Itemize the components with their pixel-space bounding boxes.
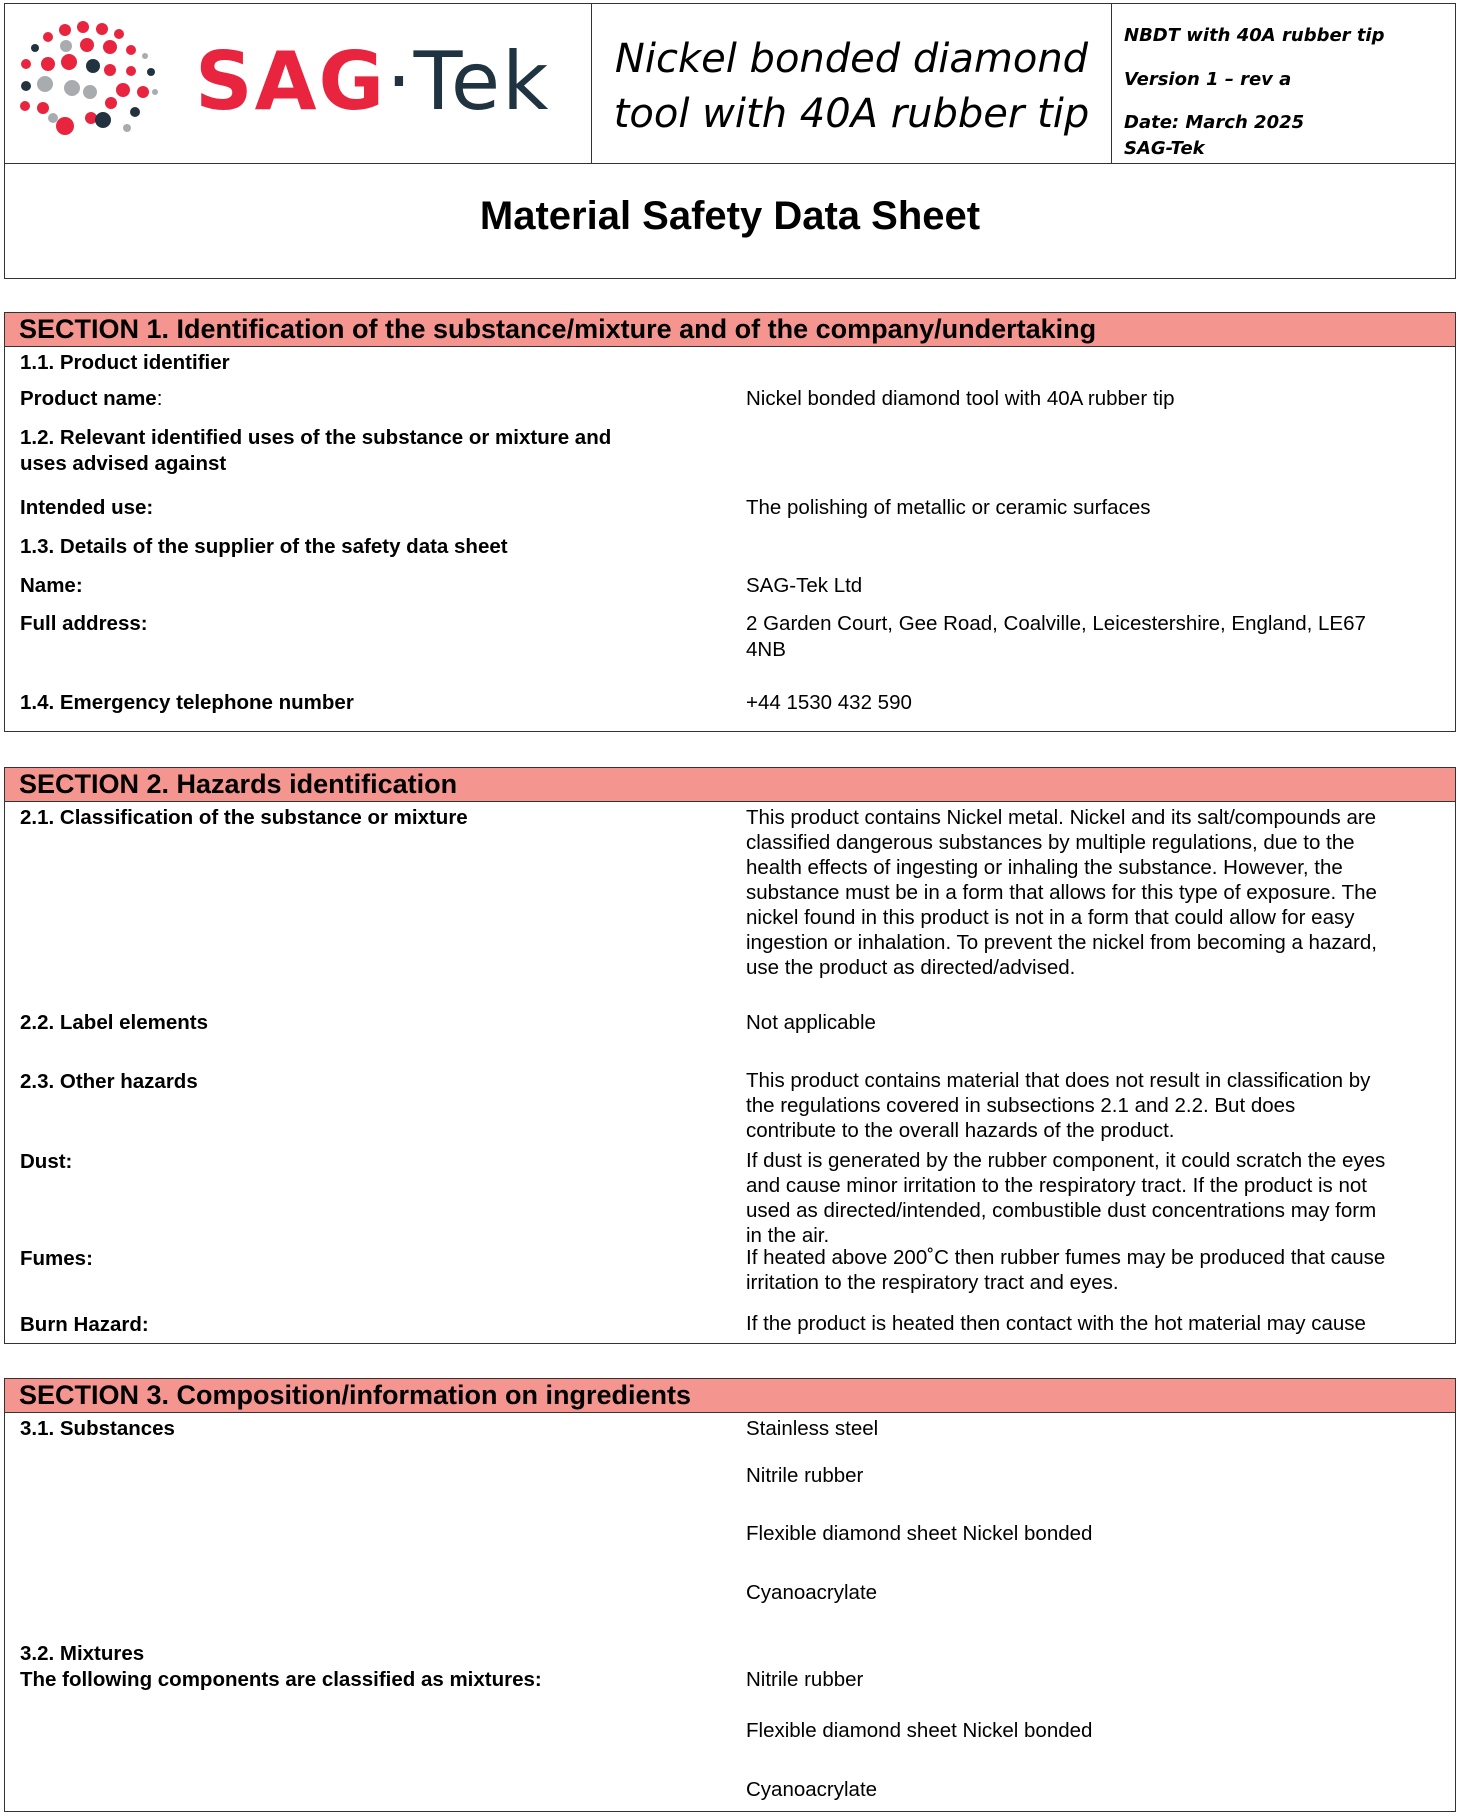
classification-line-2: classified dangerous substances by multiple regulations, due to the — [746, 831, 1355, 854]
supplier-name-value: SAG-Tek Ltd — [746, 574, 863, 597]
header-row — [5, 4, 1455, 164]
product-identifier-heading: 1.1. Product identifier — [20, 351, 230, 374]
substance-item-3: Flexible diamond sheet Nickel bonded — [746, 1522, 1093, 1545]
section-1 — [4, 312, 1456, 732]
section-3 — [4, 1378, 1456, 1812]
address-value-line2: 4NB — [746, 638, 786, 661]
dust-line-1: If dust is generated by the rubber component, it could scratch the eyes — [746, 1149, 1386, 1172]
fumes-line-2: irritation to the respiratory tract and eyes. — [746, 1271, 1119, 1294]
company-label: SAG-Tek — [1124, 138, 1205, 159]
mixture-item-1: Nitrile rubber — [746, 1668, 864, 1691]
classification-line-4: substance must be in a form that allows for this type of exposure. The — [746, 881, 1377, 904]
uses-heading-line1: 1.2. Relevant identified uses of the substance or mixture and — [20, 426, 612, 449]
address-label: Full address: — [20, 612, 148, 635]
fumes-line-1: If heated above 200˚C then rubber fumes may be produced that cause — [746, 1246, 1386, 1269]
brand-wordmark — [195, 35, 551, 128]
classification-line-7: use the product as directed/advised. — [746, 956, 1076, 979]
product-title-line2: tool with 40A rubber tip — [613, 91, 1090, 137]
document-header — [4, 3, 1456, 279]
intended-use-label: Intended use: — [20, 496, 154, 519]
sag-tek-logo-icon — [15, 20, 165, 140]
product-code: NBDT with 40A rubber tip — [1124, 25, 1385, 46]
classification-line-1: This product contains Nickel metal. Nickel and its salt/compounds are — [746, 806, 1377, 829]
substance-item-4: Cyanoacrylate — [746, 1581, 878, 1604]
burn-hazard-label: Burn Hazard: — [20, 1313, 149, 1336]
mixtures-note: The following components are classified as mixtures: — [20, 1668, 542, 1691]
section-2 — [4, 767, 1456, 1344]
substance-item-1: Stainless steel — [746, 1417, 879, 1440]
dust-line-2: and cause minor irritation to the respiratory tract. If the product is not — [746, 1174, 1367, 1197]
uses-heading-line2: uses advised against — [20, 452, 227, 475]
classification-line-5: nickel found in this product is not in a form that could allow for easy — [746, 906, 1355, 929]
other-hazards-line-1: This product contains material that does not result in classification by — [746, 1069, 1371, 1092]
product-name-value: Nickel bonded diamond tool with 40A rubber tip — [746, 387, 1175, 410]
brand-tail: Tek — [413, 35, 551, 128]
product-name-colon: : — [156, 387, 163, 410]
classification-line-3: health effects of ingesting or inhaling the substance. However, the — [746, 856, 1343, 879]
section-1-heading: SECTION 1. Identification of the substance/mixture and of the company/undertaking — [5, 313, 1455, 347]
product-title-line1: Nickel bonded diamond — [614, 36, 1089, 82]
substance-item-2: Nitrile rubber — [746, 1464, 864, 1487]
document-title: Material Safety Data Sheet — [479, 194, 981, 238]
classification-line-6: ingestion or inhalation. To prevent the nickel from becoming a hazard, — [746, 931, 1377, 954]
address-value-line1: 2 Garden Court, Gee Road, Coalville, Leicestershire, England, LE67 — [746, 612, 1366, 635]
emergency-phone-value: +44 1530 432 590 — [746, 691, 912, 714]
substances-label: 3.1. Substances — [20, 1417, 175, 1440]
supplier-name-label: Name: — [20, 574, 83, 597]
section-3-heading: SECTION 3. Composition/information on ingredients — [5, 1379, 1455, 1413]
dust-line-3: used as directed/intended, combustible dust concentrations may form — [746, 1199, 1377, 1222]
product-title-cell — [592, 4, 1112, 164]
version-label: Version 1 – rev a — [1124, 69, 1292, 90]
date-label: Date: March 2025 — [1124, 112, 1305, 133]
dust-label: Dust: — [20, 1150, 73, 1173]
product-name-label: Product name — [20, 387, 157, 410]
document-meta-cell — [1112, 4, 1455, 164]
label-elements-value: Not applicable — [746, 1011, 876, 1034]
label-elements-label: 2.2. Label elements — [20, 1011, 209, 1034]
mixtures-label: 3.2. Mixtures — [20, 1642, 145, 1665]
classification-label: 2.1. Classification of the substance or mixture — [20, 806, 468, 829]
dust-line-4: in the air. — [746, 1224, 830, 1247]
other-hazards-label: 2.3. Other hazards — [20, 1070, 198, 1093]
intended-use-value: The polishing of metallic or ceramic surfaces — [746, 496, 1151, 519]
brand-main: SAG — [195, 35, 387, 128]
mixture-item-3: Cyanoacrylate — [746, 1778, 878, 1801]
fumes-label: Fumes: — [20, 1247, 93, 1270]
product-name-label-row — [20, 386, 162, 411]
brand-separator: · — [386, 35, 414, 128]
emergency-phone-label: 1.4. Emergency telephone number — [20, 691, 354, 714]
mixture-item-2: Flexible diamond sheet Nickel bonded — [746, 1719, 1093, 1742]
logo-cell — [5, 4, 592, 164]
other-hazards-line-2: the regulations covered in subsections 2.1 and 2.2. But does — [746, 1094, 1296, 1117]
section-2-heading: SECTION 2. Hazards identification — [5, 768, 1455, 802]
other-hazards-line-3: contribute to the overall hazards of the product. — [746, 1119, 1175, 1142]
burn-hazard-line: If the product is heated then contact with the hot material may cause — [746, 1312, 1366, 1335]
supplier-heading: 1.3. Details of the supplier of the safety data sheet — [20, 535, 508, 558]
